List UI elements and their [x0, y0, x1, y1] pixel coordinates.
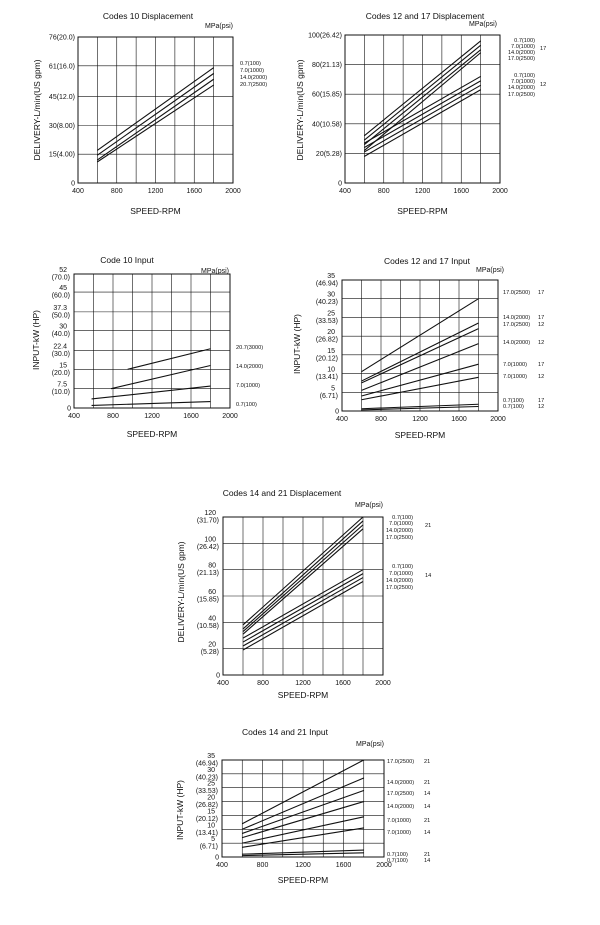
legend-group-code: 17 — [540, 46, 547, 52]
legend-label: 20.7(2500) — [240, 82, 268, 88]
x-tick-label: 400 — [72, 188, 84, 195]
legend-label: 14.0(2000) — [387, 804, 415, 810]
y-tick-label: (33.53) — [315, 317, 338, 325]
legend-group-code: 14 — [425, 573, 432, 579]
x-tick-label: 800 — [107, 413, 119, 420]
y-tick-label: 0 — [335, 408, 339, 416]
y-tick-label: 15 — [327, 347, 335, 355]
legend-group-code: 12 — [538, 322, 545, 328]
y-axis-label: INPUT-kW (HP) — [175, 780, 185, 840]
legend-label: 7.0(1000) — [503, 362, 527, 368]
x-tick-label: 800 — [375, 416, 387, 423]
y-tick-label: 37.3 — [53, 304, 67, 312]
x-tick-label: 1200 — [144, 413, 160, 420]
legend-label: 17.0(2500) — [507, 92, 535, 98]
legend-group-code: 17 — [538, 315, 545, 321]
legend-group-code: 14 — [424, 830, 431, 836]
x-tick-label: 400 — [216, 862, 228, 869]
y-tick-label: (20.12) — [315, 355, 338, 363]
y-tick-label: 100 — [204, 536, 216, 544]
y-tick-label: 20 — [327, 329, 335, 337]
unit-label: MPa(psi) — [204, 23, 233, 30]
x-tick-label: 2000 — [376, 862, 392, 869]
x-tick-label: 1200 — [412, 416, 428, 423]
legend-label: 7.0(1000) — [511, 44, 535, 50]
legend-label: 14.0(2000) — [503, 315, 531, 321]
chart-c1217i — [292, 256, 544, 440]
y-tick-label: (6.71) — [199, 843, 218, 851]
chart-c10i — [31, 255, 263, 439]
x-tick-label: 1600 — [453, 188, 470, 195]
x-axis-label: SPEED-RPM — [277, 875, 329, 885]
legend-group-code: 12 — [538, 374, 545, 380]
legend-label: 17.0(2500) — [385, 535, 413, 541]
x-axis-label: SPEED-RPM — [130, 206, 181, 216]
legend-label: 20.7(3000) — [236, 345, 264, 351]
y-tick-label: 61(16.0) — [48, 63, 75, 71]
y-axis-label: DELIVERY-L/min(US gpm) — [295, 59, 305, 161]
y-axis-label: INPUT-kW (HP) — [31, 310, 41, 370]
chart-c1217d — [295, 11, 546, 216]
legend-group-code: 12 — [538, 404, 545, 410]
y-tick-label: (30.0) — [51, 350, 70, 358]
y-tick-label: 80(21.13) — [312, 62, 342, 70]
x-tick-label: 800 — [256, 862, 269, 869]
chart-title: Codes 12 and 17 Input — [383, 256, 471, 266]
x-tick-label: 2000 — [225, 188, 241, 195]
legend-label: 0.7(100) — [387, 852, 408, 858]
legend-label: 17.0(2500) — [503, 290, 531, 296]
chart-title: Codes 12 and 17 Displacement — [365, 11, 485, 21]
y-tick-label: 80 — [208, 562, 216, 570]
x-axis-label: SPEED-RPM — [126, 429, 178, 439]
legend-label: 0.7(100) — [392, 515, 413, 521]
y-tick-label: (26.42) — [196, 543, 219, 551]
y-axis-label: DELIVERY-L/min(US gpm) — [32, 59, 42, 161]
legend-label: 0.7(100) — [236, 402, 257, 408]
y-tick-label: 0 — [67, 405, 71, 413]
legend-group-code: 17 — [538, 362, 545, 368]
x-tick-label: 1600 — [335, 862, 352, 869]
legend-label: 17.0(2500) — [507, 56, 535, 62]
legend-group-code: 21 — [424, 852, 431, 858]
series-line — [111, 365, 210, 388]
y-tick-label: (40.23) — [195, 774, 218, 782]
legend-label: 7.0(1000) — [236, 383, 260, 389]
legend-group-code: 12 — [538, 340, 545, 346]
y-tick-label: (21.13) — [196, 570, 219, 578]
unit-label: MPa(psi) — [354, 502, 383, 509]
y-tick-label: (13.41) — [195, 829, 218, 837]
y-tick-label: 0 — [338, 180, 342, 188]
y-tick-label: (46.94) — [315, 280, 338, 288]
y-tick-label: (20.12) — [195, 815, 218, 823]
legend-label: 14.0(2000) — [387, 780, 415, 786]
x-tick-label: 2000 — [222, 413, 238, 420]
x-tick-label: 2000 — [492, 188, 508, 195]
y-axis-label: INPUT-kW (HP) — [292, 314, 302, 374]
legend-label: 14.0(2000) — [240, 75, 268, 81]
x-tick-label: 400 — [336, 416, 348, 423]
x-tick-label: 400 — [68, 413, 80, 420]
x-tick-label: 400 — [217, 680, 229, 687]
unit-label: MPa(psi) — [475, 267, 504, 274]
y-tick-label: (50.0) — [51, 312, 70, 320]
y-tick-label: 40(10.58) — [312, 121, 342, 129]
chart-c1421i — [175, 727, 430, 885]
y-tick-label: (10.58) — [196, 622, 219, 630]
x-tick-label: 400 — [339, 188, 351, 195]
y-tick-label: 60 — [208, 589, 216, 596]
legend-group-code: 21 — [425, 523, 432, 529]
legend-label: 0.7(100) — [514, 73, 535, 79]
x-tick-label: 1200 — [414, 188, 431, 195]
y-tick-label: 20 — [208, 641, 216, 649]
legend-label: 14.0(2000) — [236, 364, 264, 370]
y-tick-label: 30 — [327, 291, 335, 299]
legend-label: 0.7(100) — [503, 398, 524, 404]
legend-group-code: 21 — [424, 818, 431, 824]
legend-label: 0.7(100) — [387, 858, 408, 864]
x-axis-label: SPEED-RPM — [277, 690, 329, 700]
legend-label: 14.0(2000) — [503, 340, 531, 346]
series-line — [92, 402, 211, 406]
chart-c1421d — [176, 488, 431, 700]
x-tick-label: 1600 — [186, 188, 203, 195]
legend-label: 7.0(1000) — [511, 79, 535, 85]
chart-title: Code 10 Input — [100, 255, 154, 265]
legend-group-code: 14 — [424, 804, 431, 810]
x-tick-label: 1600 — [335, 680, 351, 687]
x-tick-label: 2000 — [375, 680, 391, 687]
legend-label: 17.0(2500) — [503, 322, 531, 328]
x-tick-label: 1600 — [183, 413, 199, 420]
y-tick-label: (10.0) — [51, 389, 70, 397]
y-tick-label: 25 — [327, 310, 335, 318]
legend-group-code: 17 — [538, 398, 545, 404]
legend-label: 7.0(1000) — [240, 68, 264, 74]
y-tick-label: 22.4 — [53, 343, 67, 351]
legend-label: 7.0(1000) — [503, 374, 527, 380]
chart-title: Codes 14 and 21 Input — [241, 727, 329, 737]
y-tick-label: 45 — [59, 285, 67, 293]
legend-group-code: 17 — [538, 290, 545, 296]
y-tick-label: 52 — [59, 267, 67, 274]
legend-label: 7.0(1000) — [387, 818, 411, 824]
x-axis-label: SPEED-RPM — [397, 206, 448, 216]
x-tick-label: 800 — [257, 680, 269, 687]
y-tick-label: 40 — [208, 615, 216, 623]
x-tick-label: 1600 — [451, 416, 467, 423]
legend-label: 14.0(2000) — [385, 528, 413, 534]
y-tick-label: (5.28) — [200, 649, 219, 657]
chart-title: Codes 14 and 21 Displacement — [222, 488, 342, 498]
legend-label: 0.7(100) — [240, 61, 261, 67]
y-tick-label: 76(20.0) — [48, 34, 75, 42]
legend-label: 14.0(2000) — [385, 578, 413, 584]
legend-group-code: 21 — [424, 780, 431, 786]
x-tick-label: 800 — [110, 188, 123, 195]
y-tick-label: (31.70) — [196, 517, 219, 525]
y-tick-label: 0 — [216, 672, 220, 680]
series-line — [128, 349, 211, 370]
chart-c10d — [32, 11, 267, 216]
y-tick-label: 120 — [204, 510, 216, 517]
legend-label: 14.0(2000) — [507, 50, 535, 56]
y-tick-label: 45(12.0) — [48, 94, 75, 102]
legend-label: 14.0(2000) — [507, 85, 535, 91]
legend-label: 7.0(1000) — [389, 521, 413, 527]
x-tick-label: 1200 — [295, 680, 311, 687]
legend-label: 17.0(2500) — [387, 759, 415, 765]
y-tick-label: (26.82) — [315, 336, 338, 344]
legend-label: 7.0(1000) — [387, 830, 411, 836]
legend-group-code: 21 — [424, 759, 431, 765]
legend-label: 17.0(2500) — [387, 791, 415, 797]
y-tick-label: 30(8.00) — [48, 122, 75, 130]
y-tick-label: (40.23) — [315, 299, 338, 307]
y-tick-label: 7.5 — [57, 381, 67, 389]
y-tick-label: (60.0) — [51, 292, 70, 300]
y-tick-label: 25 — [207, 780, 215, 788]
y-tick-label: 100(26.42) — [308, 32, 342, 40]
legend-group-code: 12 — [540, 82, 547, 88]
y-tick-label: 5 — [211, 836, 215, 844]
y-tick-label: 60(15.85) — [312, 91, 342, 99]
y-tick-label: (20.0) — [51, 369, 70, 377]
y-tick-label: 0 — [71, 180, 75, 188]
legend-label: 0.7(100) — [392, 564, 413, 570]
y-tick-label: (26.82) — [195, 802, 218, 810]
y-tick-label: (70.0) — [51, 274, 70, 282]
x-tick-label: 1200 — [295, 862, 311, 869]
y-tick-label: 10 — [207, 822, 215, 830]
legend-group-code: 14 — [424, 791, 431, 797]
y-tick-label: 20(5.28) — [315, 150, 342, 158]
y-tick-label: 30 — [207, 766, 215, 774]
y-tick-label: (13.41) — [315, 374, 338, 382]
legend-label: 7.0(1000) — [389, 571, 413, 577]
y-tick-label: 10 — [327, 366, 335, 374]
y-tick-label: (46.94) — [195, 760, 218, 768]
x-tick-label: 800 — [377, 188, 390, 195]
y-tick-label: 30 — [59, 323, 67, 331]
unit-label: MPa(psi) — [468, 21, 497, 28]
y-tick-label: 15 — [59, 362, 67, 370]
y-tick-label: (6.71) — [319, 392, 338, 400]
y-axis-label: DELIVERY-L/min(US gpm) — [176, 541, 186, 643]
series-line — [92, 386, 211, 399]
y-tick-label: 0 — [215, 854, 219, 862]
y-tick-label: 15(4.00) — [48, 151, 75, 159]
y-tick-label: 15 — [207, 808, 215, 816]
unit-label: MPa(psi) — [355, 741, 384, 748]
legend-label: 0.7(100) — [503, 404, 524, 410]
y-tick-label: 5 — [331, 385, 335, 393]
y-tick-label: (33.53) — [195, 788, 218, 796]
unit-label: MPa(psi) — [200, 268, 229, 275]
legend-label: 0.7(100) — [514, 38, 535, 44]
y-tick-label: (40.0) — [51, 331, 70, 339]
y-tick-label: 20 — [207, 794, 215, 802]
x-tick-label: 2000 — [490, 416, 506, 423]
legend-group-code: 14 — [424, 858, 431, 864]
y-tick-label: (15.85) — [196, 596, 219, 604]
y-tick-label: 35 — [207, 753, 215, 760]
x-axis-label: SPEED-RPM — [394, 430, 446, 440]
x-tick-label: 1200 — [147, 188, 164, 195]
chart-title: Codes 10 Displacement — [102, 11, 194, 21]
legend-label: 17.0(2500) — [385, 585, 413, 591]
y-tick-label: 35 — [327, 273, 335, 280]
